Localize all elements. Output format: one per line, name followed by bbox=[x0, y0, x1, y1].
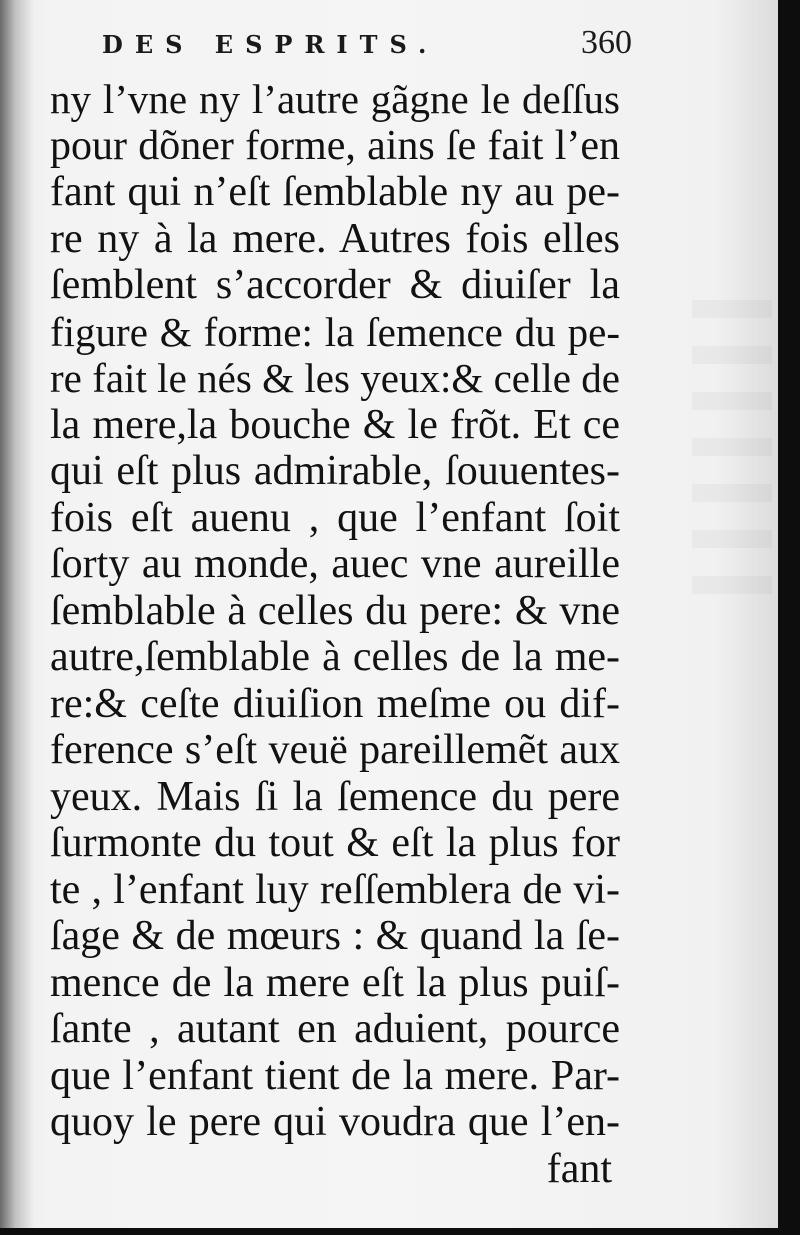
text-line: mence de la mere eſt la plus puiſ- bbox=[50, 959, 620, 1006]
text-line: te , l’enfant luy reſſemblera de vi- bbox=[50, 866, 620, 913]
text-line: figure & forme: la ſemence du pe- bbox=[50, 308, 620, 355]
text-line: ference s’eſt veuë pareillemẽt aux bbox=[50, 727, 620, 773]
text-line: la mere,la bouche & le frõt. Et ce bbox=[50, 401, 620, 448]
text-line: yeux. Mais ſi la ſemence du pere bbox=[50, 773, 620, 820]
binding-shadow bbox=[0, 0, 34, 1228]
text-line: qui eſt plus admirable, ſouuentes- bbox=[50, 448, 620, 494]
page-number: 360 bbox=[581, 24, 632, 61]
running-head bbox=[102, 24, 632, 64]
text-line: ſorty au monde, auec vne aureille bbox=[50, 541, 620, 587]
text-line: ny l’vne ny l’autre gãgne le deſſus bbox=[50, 76, 620, 122]
text-line: que l’enfant tient de la mere. Par- bbox=[50, 1052, 620, 1099]
text-line: ſurmonte du tout & eſt la plus for bbox=[50, 820, 620, 866]
text-line: re:& ceſte diuiſion meſme ou dif- bbox=[50, 680, 620, 727]
show-through-texture bbox=[692, 300, 772, 620]
text-line: fant qui n’eſt ſemblable ny au pe- bbox=[50, 169, 620, 215]
text-line: re fait le nés & les yeux:& celle de bbox=[50, 355, 620, 401]
text-line: autre,ſemblable à celles de la me- bbox=[50, 634, 620, 680]
catchword: fant bbox=[546, 1145, 612, 1192]
text-line: ſante , autant en aduient, pource bbox=[50, 1006, 620, 1052]
running-head-title: DES ESPRITS. bbox=[102, 30, 439, 59]
text-line: ſemblable à celles du pere: & vne bbox=[50, 587, 620, 634]
text-line: quoy le pere qui voudra que l’en- bbox=[50, 1099, 620, 1145]
text-line: ſemblent s’accorder & diuiſer la bbox=[50, 262, 620, 308]
body-text bbox=[50, 76, 620, 1192]
text-line: fois eſt auenu , que l’enfant ſoit bbox=[50, 494, 620, 541]
text-line: ſage & de mœurs : & quand la ſe- bbox=[50, 913, 620, 959]
text-line: pour dõner forme, ains ſe fait l’en bbox=[50, 122, 620, 169]
text-line: re ny à la mere. Autres fois elles bbox=[50, 215, 620, 262]
